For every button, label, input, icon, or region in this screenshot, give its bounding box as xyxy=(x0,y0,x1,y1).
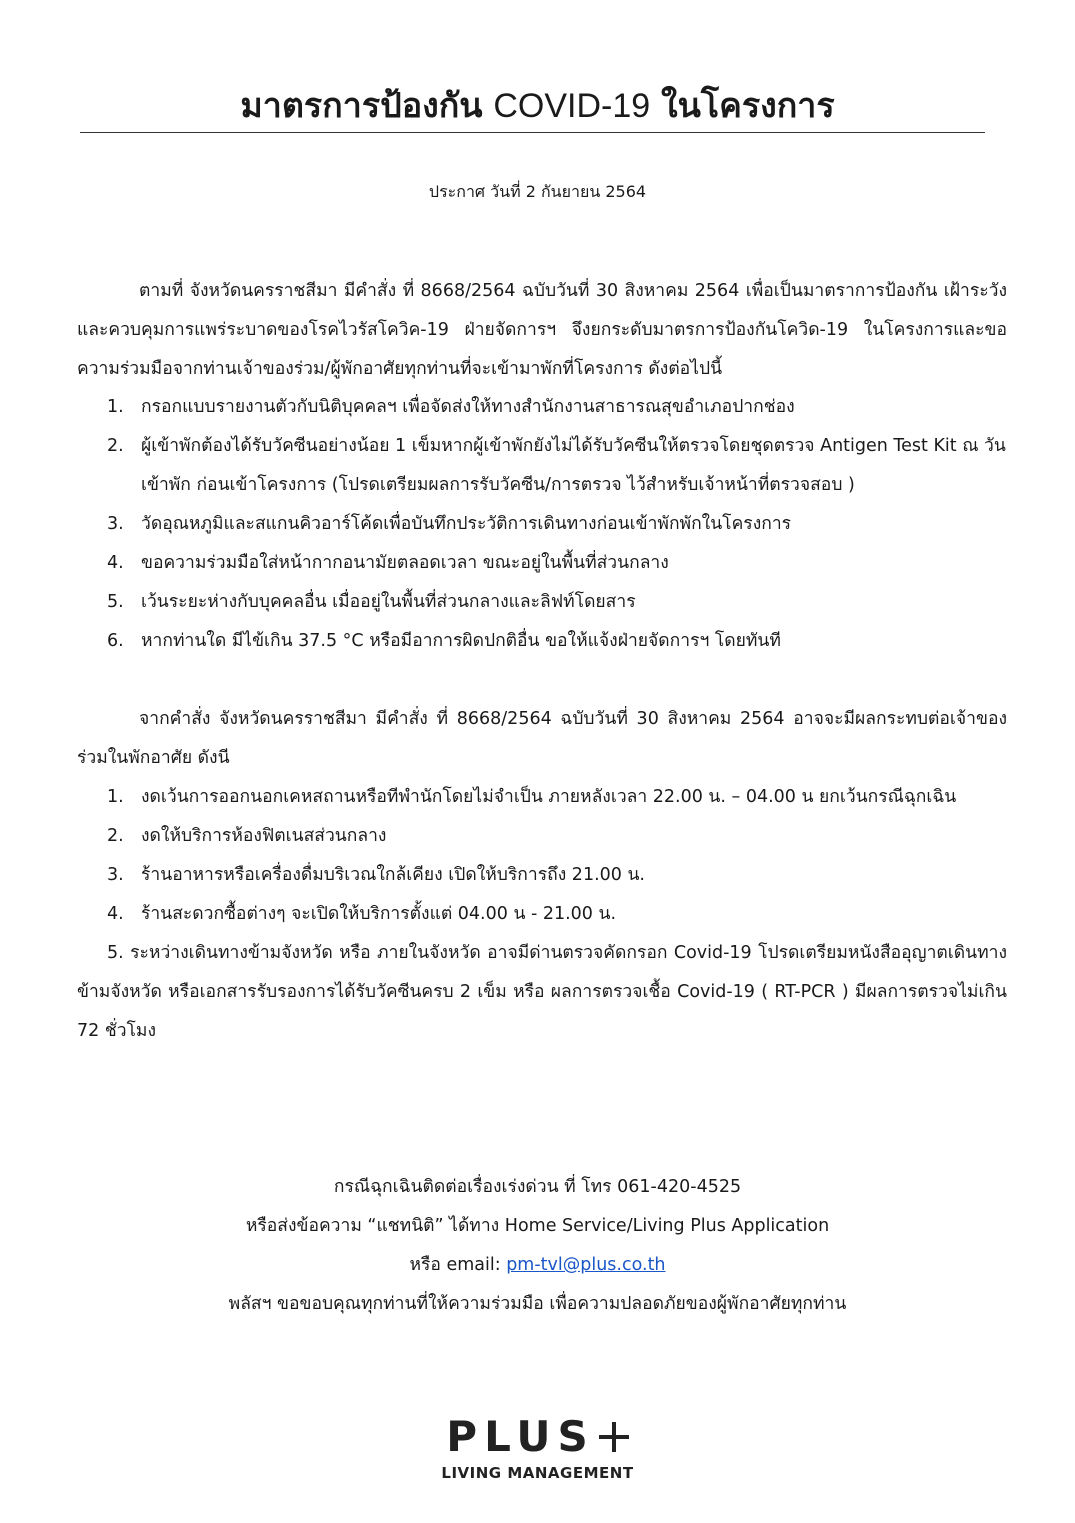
list-item-text: ร้านสะดวกซื้อต่างๆ จะเปิดให้บริการตั้งแต่ 04.00 น - 21.00 น. xyxy=(141,904,617,924)
list-item-text: ร้านอาหารหรือเครื่องดื่มบริเวณใกล้เคียง เปิดให้บริการถึง 21.00 น. xyxy=(141,865,645,885)
list-item-text: เว้นระยะห่างกับบุคคลอื่น เมื่ออยู่ในพื้นที่ส่วนกลางและลิฟท์โดยสาร xyxy=(141,592,636,612)
list-item-text: ผู้เข้าพักต้องได้รับวัคซีนอย่างน้อย 1 เข็มหากผู้เข้าพักยังไม่ได้รับวัคซีนให้ตรวจโดยชุดตรวจ Antigen Test Kit ณ วันเข้าพัก ก่อนเข้าโครงการ (โปรดเตรียมผลการรับวัคซีน/การตรวจ ไว้สำหรับเจ้าหน้าที่ตรวจสอบ ) xyxy=(141,436,1006,495)
list-item-number: 6. xyxy=(107,631,124,651)
list-item-number: 5. xyxy=(107,592,124,612)
impact-item-5: 5. ระหว่างเดินทางข้ามจังหวัด หรือ ภายในจังหวัด อาจมีด่านตรวจคัดกรอก Covid-19 โปรดเตรียมหนังสืออุญาตเดินทางข้ามจังหวัด หรือเอกสารรับรองการได้รับวัคซีนครบ 2 เข็ม หรือ ผลการตรวจเชื้อ Covid-19 ( RT-PCR ) มีผลการตรวจไม่เกิน 72 ชั่วโมง xyxy=(77,943,1007,1041)
logo-wordmark xyxy=(446,1412,628,1462)
title-divider xyxy=(80,132,985,133)
impact-paragraph: จากคำสั่ง จังหวัดนครราชสีมา มีคำสั่ง ที่ 8668/2564 ฉบับวันที่ 30 สิงหาคม 2564 อาจจะมีผลกระทบต่อเจ้าของร่วมในพักอาศัย ดังนี xyxy=(77,709,1007,768)
list-item-number: 4. xyxy=(107,904,124,924)
title-part-thai-2: ในโครงการ xyxy=(661,86,835,126)
list-item-text: งดเว้นการออกนอกเคหสถานหรือทีพำนักโดยไม่จำเป็น ภายหลังเวลา 22.00 น. – 04.00 น ยกเว้นกรณีฉุกเฉิน xyxy=(141,787,957,807)
list-item-number: 3. xyxy=(107,514,124,534)
intro-paragraph: ตามที่ จังหวัดนครราชสีมา มีคำสั่ง ที่ 8668/2564 ฉบับวันที่ 30 สิงหาคม 2564 เพื่อเป็นมาตราการป้องกัน เฝ้าระวัง และควบคุมการแพร่ระบาดของโรคไวรัสโควิค-19 ฝ่ายจัดการฯ จึงยกระดับมาตรการป้องกันโควิด-19 ในโครงการและขอความร่วมมือจากท่านเจ้าของร่วม/ผู้พักอาศัยทุกท่านที่จะเข้ามาพักที่โครงการ ดังต่อไปนี้ xyxy=(77,281,1007,379)
list-item-number: 1. xyxy=(107,397,124,417)
title-part-covid: COVID-19 xyxy=(493,87,651,125)
list-item-text: หากท่านใด มีไข้เกิน 37.5 °C หรือมีอาการผิดปกติอื่น ขอให้แจ้งฝ่ายจัดการฯ โดยทันที xyxy=(141,631,781,651)
plus-sign-icon xyxy=(599,1422,629,1452)
list-item-number: 2. xyxy=(107,826,124,846)
email-line xyxy=(0,1246,1075,1285)
list-item xyxy=(0,583,1075,622)
list-item xyxy=(0,622,1075,661)
email-link[interactable]: pm-tvl@plus.co.th xyxy=(506,1255,666,1275)
email-prefix: หรือ email: xyxy=(409,1255,507,1275)
list-item-text: วัดอุณหภูมิและสแกนคิวอาร์โค้ดเพื่อบันทึกประวัติการเดินทางก่อนเข้าพักพักในโครงการ xyxy=(141,514,792,534)
list-item-number: 1. xyxy=(107,787,124,807)
title-part-thai-1: มาตรการป้องกัน xyxy=(240,86,483,126)
measures-list xyxy=(0,388,1075,661)
page-title xyxy=(0,78,1075,132)
list-item xyxy=(0,505,1075,544)
list-item-text: กรอกแบบรายงานตัวกับนิติบุคคลฯ เพื่อจัดส่งให้ทางสำนักงานสาธารณสุขอำเภอปากช่อง xyxy=(141,397,795,417)
list-item xyxy=(0,817,1075,856)
list-item-text: ขอความร่วมมือใส่หน้ากากอนามัยตลอดเวลา ขณะอยู่ในพื้นที่ส่วนกลาง xyxy=(141,553,669,573)
list-item-number: 3. xyxy=(107,865,124,885)
plus-logo xyxy=(0,1412,1075,1484)
list-item xyxy=(0,427,1075,505)
list-item-number: 4. xyxy=(107,553,124,573)
announcement-date: ประกาศ วันที่ 2 กันยายน 2564 xyxy=(428,182,647,201)
list-item xyxy=(0,778,1075,817)
contact-footer xyxy=(0,1168,1075,1324)
list-item xyxy=(0,388,1075,427)
list-item xyxy=(0,544,1075,583)
logo-tagline: LIVING MANAGEMENT xyxy=(441,1464,634,1482)
list-item xyxy=(0,895,1075,934)
thank-you-line: พลัสฯ ขอขอบคุณทุกท่านที่ให้ความร่วมมือ เพื่อความปลอดภัยของผู้พักอาศัยทุกท่าน xyxy=(228,1294,847,1314)
impacts-list xyxy=(0,778,1075,934)
list-item-number: 2. xyxy=(107,436,124,456)
list-item xyxy=(0,856,1075,895)
logo-name: PLUS xyxy=(446,1412,595,1461)
emergency-phone-line: กรณีฉุกเฉินติดต่อเรื่องเร่งด่วน ที่ โทร 061-420-4525 xyxy=(333,1177,742,1197)
list-item-text: งดให้บริการห้องฟิตเนสส่วนกลาง xyxy=(141,826,387,846)
chat-line: หรือส่งข้อความ “แชทนิติ” ได้ทาง Home Service/Living Plus Application xyxy=(245,1216,830,1236)
